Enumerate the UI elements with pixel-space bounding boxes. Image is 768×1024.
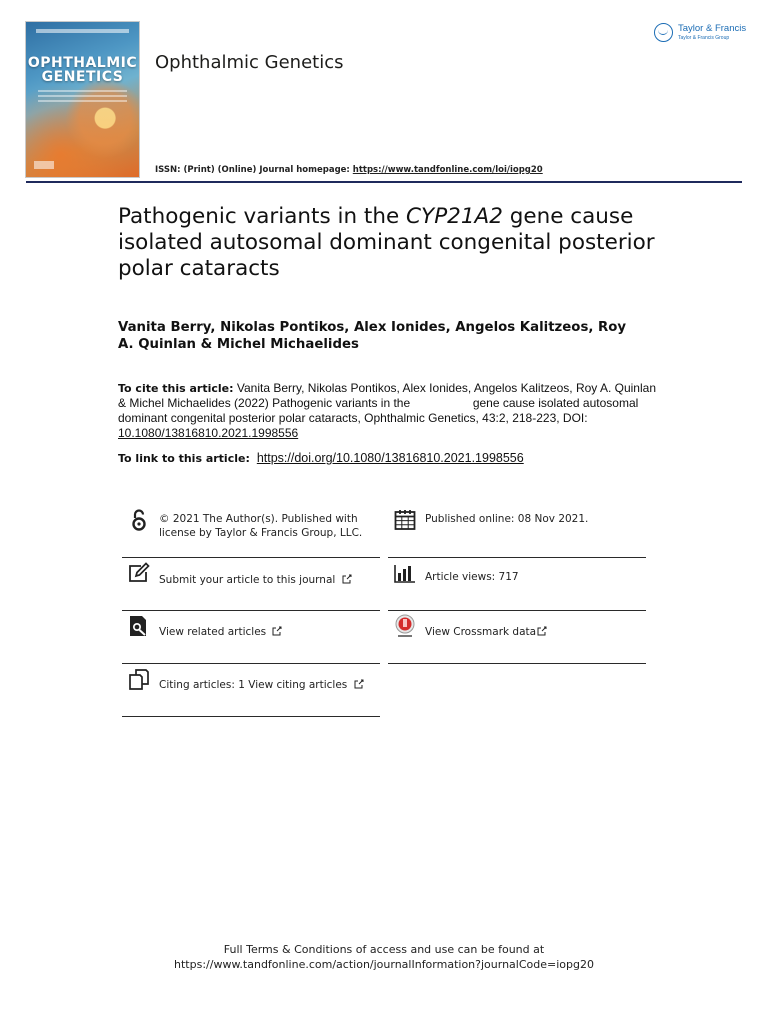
publisher-logo[interactable] [654, 22, 746, 46]
bar-chart-icon [393, 561, 417, 585]
issn-label: ISSN: (Print) (Online) Journal homepage: [155, 165, 353, 175]
article-authors: Vanita Berry, Nikolas Pontikos, Alex Ionides, Angelos Kalitzeos, Roy A. Quinlan & Michel Michaelides [118, 320, 627, 352]
journal-name[interactable]: Ophthalmic Genetics [155, 52, 344, 73]
cell-divider [122, 716, 380, 717]
external-link-icon [354, 679, 364, 689]
external-link-icon [272, 626, 282, 636]
citing-articles-link[interactable] [122, 664, 380, 717]
footer-terms-link[interactable]: https://www.tandfonline.com/action/journalInformation?journalCode=iopg20 [174, 958, 594, 971]
crossmark-label: View Crossmark data [425, 626, 537, 638]
footer-line1: Full Terms & Conditions of access and use can be found at [223, 943, 545, 956]
article-views-text: Article views: 717 [425, 571, 519, 583]
open-access-icon [127, 508, 151, 532]
publisher-logo-icon [654, 23, 673, 42]
search-document-icon [127, 614, 151, 638]
cover-header-band [36, 29, 129, 33]
calendar-icon [393, 508, 417, 532]
cover-title-line1: OPHTHALMIC [27, 55, 138, 71]
title-part1: Pathogenic variants in the [118, 204, 407, 229]
publisher-subname: Taylor & Francis Group [678, 35, 730, 41]
article-link-line [118, 451, 524, 465]
journal-homepage-link[interactable]: https://www.tandfonline.com/loi/iopg20 [352, 165, 543, 175]
citation-text-2: gene cause isolated autosomal dominant congenital posterior polar cataracts, Ophthalmic Genetics, 43:2, 218-223, DOI: [118, 396, 639, 425]
crossmark-text [425, 626, 547, 640]
cell-divider [388, 663, 646, 664]
cover-publisher-badge [34, 161, 54, 169]
published-cell [388, 505, 646, 558]
license-text [159, 513, 362, 540]
edit-icon [127, 561, 151, 585]
citing-text [159, 679, 364, 693]
title-gene: CYP21A2 [406, 204, 503, 229]
submit-text [159, 574, 352, 588]
cover-title [26, 56, 139, 84]
journal-cover-image [26, 22, 139, 177]
article-title [118, 204, 678, 282]
external-link-icon [537, 626, 547, 636]
issn-line [155, 165, 543, 175]
citation-text-1: Vanita Berry, Nikolas Pontikos, Alex Ionides, Angelos Kalitzeos, Roy A. Quinlan & Michel Michaelides (2022) Pathogenic variants in the [118, 381, 656, 410]
citation-doi-link[interactable]: 10.1080/13816810.2021.1998556 [118, 426, 299, 440]
related-articles-link[interactable] [122, 611, 380, 664]
crossmark-icon [393, 614, 417, 638]
header-divider [26, 181, 742, 183]
related-text [159, 626, 282, 640]
license-line1: © 2021 The Author(s). Published with [159, 513, 358, 525]
cover-text-line [38, 95, 127, 97]
cover-text-line [38, 100, 127, 102]
license-cell[interactable] [122, 505, 380, 558]
cover-title-line2: GENETICS [41, 69, 124, 85]
crossmark-link[interactable] [388, 611, 646, 664]
article-doi-link[interactable]: https://doi.org/10.1080/13816810.2021.1998556 [256, 451, 524, 465]
title-part2: gene cause isolated autosomal dominant congenital posterior polar cataracts [118, 204, 655, 281]
citing-label: Citing articles: 1 View citing articles [159, 679, 348, 691]
related-label: View related articles [159, 626, 267, 638]
cover-text-line [38, 90, 127, 92]
external-link-icon [342, 574, 352, 584]
article-views-cell [388, 558, 646, 611]
submit-label: Submit your article to this journal [159, 574, 336, 586]
published-text: Published online: 08 Nov 2021. [425, 513, 589, 525]
citation-block [118, 381, 658, 441]
citation-label: To cite this article: [118, 382, 234, 395]
link-label: To link to this article: [118, 452, 250, 465]
publisher-name: Taylor & Francis [678, 23, 747, 34]
submit-article-link[interactable] [122, 558, 380, 611]
footer-terms [0, 942, 768, 972]
license-line2: license by Taylor & Francis Group, LLC. [159, 526, 363, 539]
citing-documents-icon [127, 667, 151, 691]
